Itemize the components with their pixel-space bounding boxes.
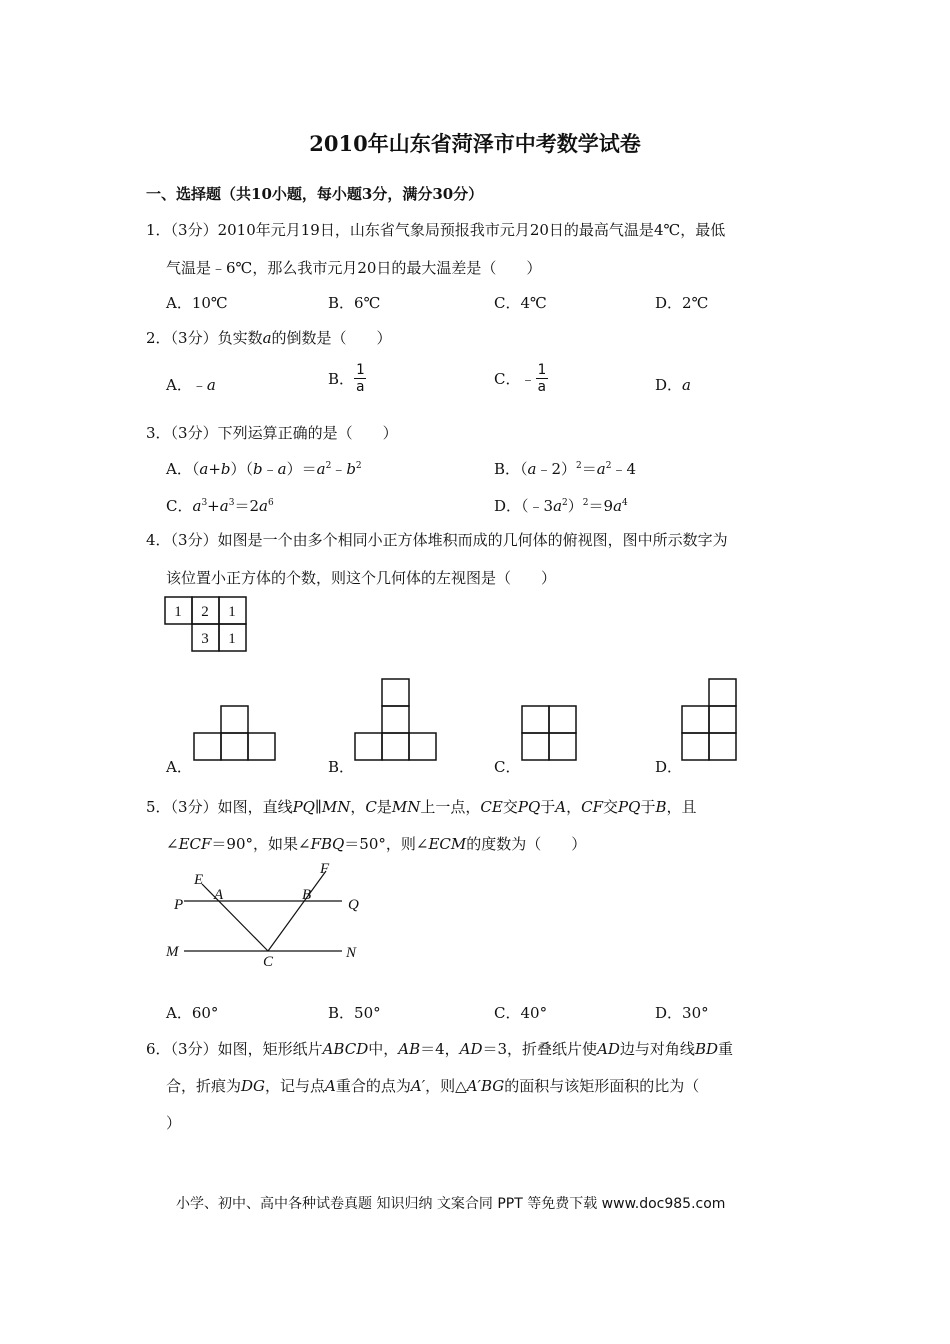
q6-line2: 合，折痕为DG，记与点A重合的点为A′，则△A′BG的面积与该矩形面积的比为（ [166,1077,700,1095]
q5-label-n: N [346,945,357,961]
q1-option-c: C．4℃ [494,294,547,312]
q4-option-c-figure [520,705,582,765]
q4-option-b: B． [328,758,355,776]
q2-option-d-label: D． [655,376,683,394]
q5-line-cf [268,871,326,951]
q6-line3: ） [166,1114,182,1132]
q5-figure [160,858,370,968]
q5-line-ce [202,884,268,951]
q4-option-a: A． [166,758,192,776]
q4-grid-cell-r2c2: 3 [201,631,209,647]
page-title: 2010年山东省菏泽市中考数学试卷 [309,131,641,156]
q2-prefix: 2．（3分）负实数 [146,329,263,347]
q1-option-d: D．2℃ [655,294,709,312]
q5-line1: 5．（3分）如图，直线PQ∥MN，C是MN上一点，CE交PQ于A，CF交PQ于B，且 [146,798,697,816]
q5-label-c: C [263,954,274,970]
q5-label-a: A [214,887,224,903]
q3-option-b-label: B． [494,460,521,478]
q5-option-a: A．60° [166,1004,219,1022]
q2-option-c-sign: ﹣ [520,370,536,388]
q2-option-b-fraction [354,362,366,395]
q5-label-b: B [302,887,312,903]
q1-option-a: A．10℃ [166,294,228,312]
q2-option-a-var: a [206,376,216,394]
q2-option-c-label: C． [494,370,521,388]
q4-option-c: C． [494,758,521,776]
q2-option-c-numerator: 1 [537,362,546,378]
q5-label-q: Q [348,897,359,913]
q2-option-a-sign: ﹣ [191,376,207,394]
q4-option-d: D． [655,758,683,776]
q4-grid-cell-r1c3: 1 [228,604,236,620]
q4-option-a-figure [190,705,280,765]
q4-top-view-grid [160,592,260,657]
q5-label-m: M [166,944,179,960]
q2-suffix: 的倒数是（ ） [271,329,392,347]
q1-line1: 1．（3分）2010年元月19日，山东省气象局预报我市元月20日的最高气温是4℃，最低 [146,221,726,239]
q5-option-d: D．30° [655,1004,709,1022]
q4-option-b-figure [350,678,440,764]
q3-option-b: B．$(a﹣2)^2=a^2﹣4$ [494,460,637,478]
q2-option-a [166,374,216,395]
section-heading: 一、选择题（共10小题，每小题3分，满分30分） [146,185,484,203]
q2-var: a [262,329,272,347]
q3-option-a-label: A． [166,460,192,478]
q5-option-b: B．50° [328,1004,381,1022]
q2-option-b-label: B． [328,370,355,388]
q5-label-e: E [194,872,204,888]
q6-line1: 6．（3分）如图，矩形纸片ABCD中，AB＝4，AD＝3，折叠纸片使AD边与对角线BD重 [146,1040,734,1058]
q4-grid-cell-r2c3: 1 [228,631,236,647]
q2-option-b-denominator: a [356,379,365,395]
q3-option-c: C．$a^3+a^3=2a^6$ [166,497,274,515]
q4-grid-cell-r1c1: 1 [174,604,182,620]
q3-option-d: D．$(﹣3a^2)^2=9a^4$ [494,497,628,515]
q4-grid-cell-r1c2: 2 [201,604,209,620]
q2-option-d [655,374,691,395]
q3-option-c-label: C． [166,497,193,515]
q1-option-b: B．6℃ [328,294,381,312]
q5-line2: ∠ECF＝90°，如果∠FBQ＝50°，则∠ECM的度数为（ ） [166,835,587,853]
q3-option-a: A．$(a+b)(b﹣a)=a^2﹣b^2$ [166,460,362,478]
q5-label-p: P [174,897,184,913]
q2-option-d-var: a [682,376,691,394]
q3-option-d-label: D． [494,497,522,515]
q4-line2: 该位置小正方体的个数，则这个几何体的左视图是（ ） [166,569,557,587]
q1-line2: 气温是﹣6℃，那么我市元月20日的最大温差是（ ） [166,259,542,277]
q2-option-c [494,362,548,395]
q3-stem: 3．（3分）下列运算正确的是（ ） [146,424,398,442]
q2-option-a-label: A． [166,376,192,394]
q2-stem [146,327,392,348]
q2-option-b-numerator: 1 [356,362,365,378]
q4-option-d-figure [680,678,742,764]
q2-option-b [328,362,366,395]
page-footer: 小学、初中、高中各种试卷真题 知识归纳 文案合同 PPT 等免费下载 www.doc985.com [176,1196,726,1212]
q2-option-c-fraction [536,362,548,395]
q2-option-c-denominator: a [537,379,546,395]
q4-line1: 4．（3分）如图是一个由多个相同小正方体堆积而成的几何体的俯视图，图中所示数字为 [146,531,728,549]
q5-label-f: F [320,861,330,877]
q5-option-c: C．40° [494,1004,548,1022]
